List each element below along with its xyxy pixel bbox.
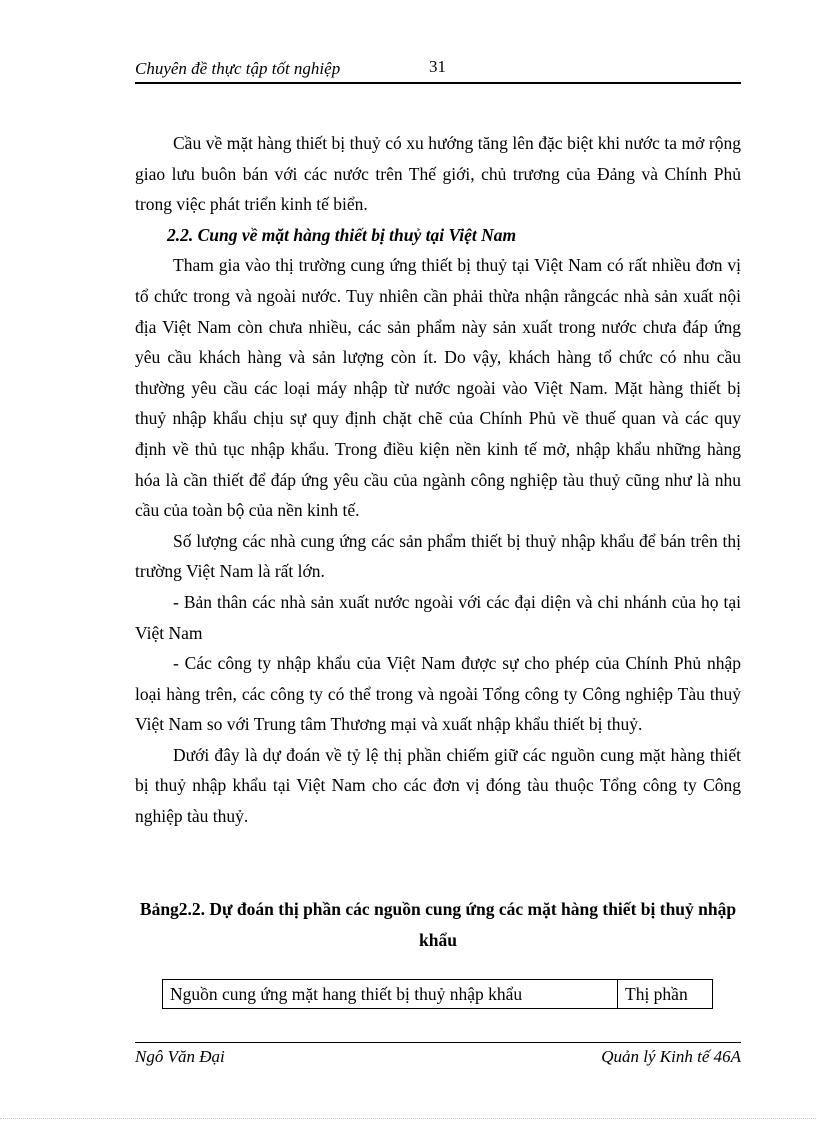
footer-author: Ngô Văn Đại bbox=[135, 1047, 225, 1066]
page-header bbox=[135, 56, 741, 84]
section-heading: 2.2. Cung về mặt hàng thiết bị thuỷ tại Việt Nam bbox=[167, 224, 517, 245]
table-caption: Bảng2.2. Dự đoán thị phần các nguồn cung ứng các mặt hàng thiết bị thuỷ nhập khẩu bbox=[139, 899, 737, 950]
table-header-row bbox=[163, 980, 713, 1009]
market-share-table bbox=[162, 979, 713, 1009]
page-edge-divider bbox=[0, 1118, 816, 1119]
footer-class: Quản lý Kinh tế 46A bbox=[601, 1047, 741, 1066]
header-title: Chuyên đề thực tập tốt nghiệp bbox=[135, 59, 341, 78]
paragraph: Tham gia vào thị trường cung ứng thiết bị thuỷ tại Việt Nam có rất nhiều đơn vị tổ chức trong và ngoài nước. Tuy nhiên cần phải thừa nhận rằngcác nhà sản xuất nội địa Việt Nam còn chưa nhiều, các sản phẩm này sản xuất trong nước chưa đáp ứng yêu cầu khách hàng và sản lượng còn ít. Do vậy, khách hàng tổ chức có nhu cầu thường yêu cầu các loại máy nhập từ nước ngoài vào Việt Nam. Mặt hàng thiết bị thuỷ nhập khẩu chịu sự quy định chặt chẽ của Chính Phủ về thuế quan và các quy định về thủ tục nhập khẩu. Trong điều kiện nền kinh tế mở, nhập khẩu những hàng hóa là cần thiết để đáp ứng yêu cầu của ngành công nghiệp tàu thuỷ cũng như là nhu cầu của toàn bộ của nền kinh tế. bbox=[135, 255, 741, 521]
body-text bbox=[135, 128, 741, 832]
page-footer bbox=[135, 1042, 741, 1066]
table-header-source: Nguồn cung ứng mặt hang thiết bị thuỷ nhập khẩu bbox=[163, 980, 618, 1009]
paragraph: Cầu về mặt hàng thiết bị thuỷ có xu hướng tăng lên đặc biệt khi nước ta mở rộng giao lưu buôn bán với các nước trên Thế giới, chủ trương của Đảng và Chính Phủ trong việc phát triển kinh tế biển. bbox=[135, 133, 741, 215]
paragraph: Số lượng các nhà cung ứng các sản phẩm thiết bị thuỷ nhập khẩu để bán trên thị trường Việt Nam là rất lớn. bbox=[135, 530, 741, 582]
paragraph: Dưới đây là dự đoán về tỷ lệ thị phần chiếm giữ các nguồn cung mặt hàng thiết bị thuỷ nhập khẩu tại Việt Nam cho các đơn vị đóng tàu thuộc Tổng công ty Công nghiệp tàu thuỷ. bbox=[135, 744, 741, 827]
paragraph: - Các công ty nhập khẩu của Việt Nam được sự cho phép của Chính Phủ nhập loại hàng trên, các công ty có thể trong và ngoài Tổng công ty Công nghiệp Tàu thuỷ Việt Nam so với Trung tâm Thương mại và xuất nhập khẩu thiết bị thuỷ. bbox=[135, 653, 741, 735]
table-header-share: Thị phần bbox=[618, 980, 713, 1009]
page-number: 31 bbox=[429, 57, 446, 76]
paragraph: - Bản thân các nhà sản xuất nước ngoài với các đại diện và chi nhánh của họ tại Việt Nam bbox=[135, 591, 741, 643]
